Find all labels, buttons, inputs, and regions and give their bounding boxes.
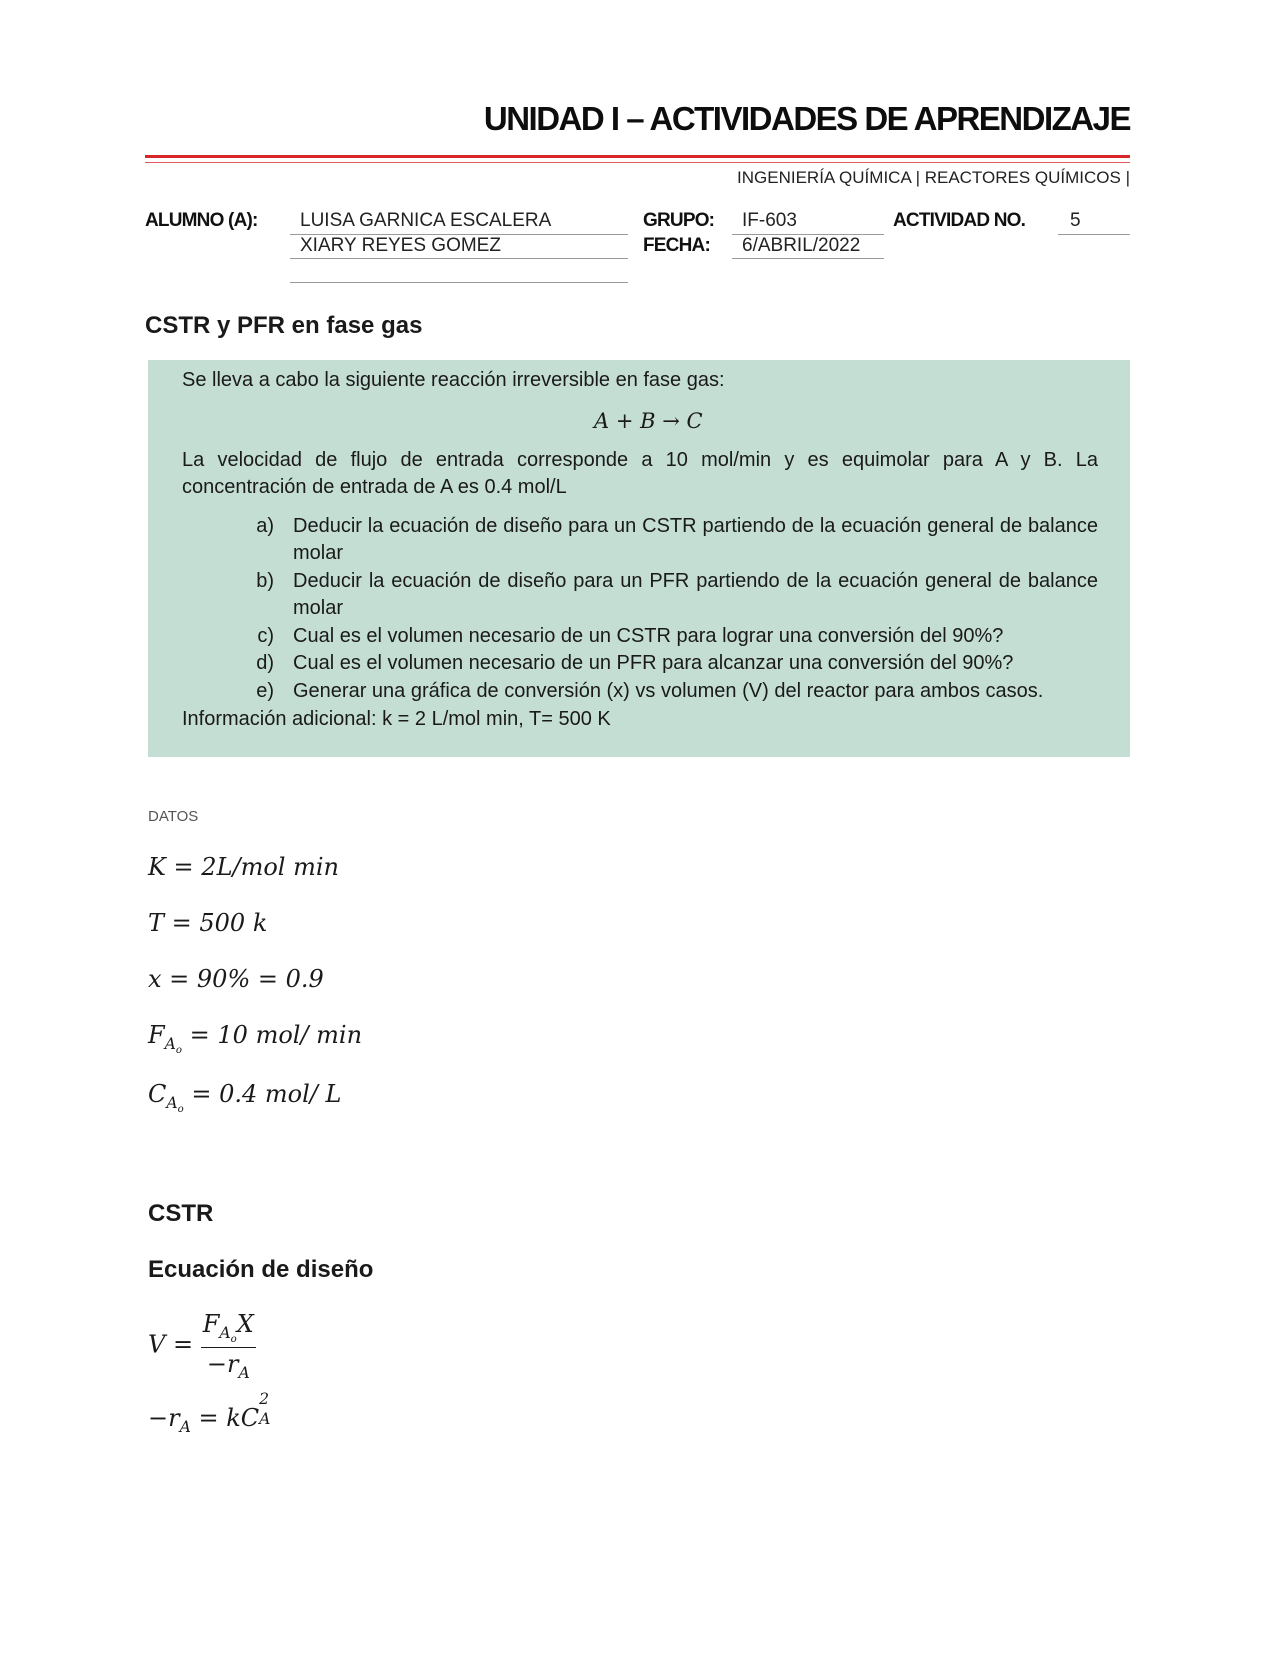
- item-c-letter: c): [257, 625, 274, 647]
- fraction-denominator: $-r_A$: [206, 1349, 250, 1382]
- problem-text-line-1: La velocidad de flujo de entrada corresponde a 10 mol/min y es equimolar para A y B. La: [182, 449, 1098, 471]
- additional-info: Información adicional: k = 2 L/mol min, T= 500 K: [182, 708, 611, 730]
- datos-label: DATOS: [148, 808, 199, 825]
- actividad-value: 5: [1070, 210, 1081, 231]
- design-equation-heading: Ecuación de diseño: [148, 1256, 374, 1283]
- fecha-label: FECHA:: [643, 235, 710, 256]
- design-equation-fraction: [201, 1310, 256, 1382]
- x-equation: x = 90% = 0.9: [148, 965, 324, 993]
- item-e-text: Generar una gráfica de conversión (x) vs volumen (V) del reactor para ambos casos.: [293, 680, 1044, 702]
- fraction-numerator: $F_{A_o}X$: [201, 1310, 256, 1348]
- grupo-label: GRUPO:: [643, 210, 715, 231]
- k-equation: K = 2L/mol min: [148, 853, 339, 881]
- grupo-value: IF-603: [742, 210, 797, 231]
- cao-equation: $C_{A_o} = 0.4$ mol/ L: [148, 1080, 342, 1115]
- alumno-underline-3: [290, 282, 628, 283]
- alumno-name-1: LUISA GARNICA ESCALERA: [300, 210, 552, 231]
- problem-intro: Se lleva a cabo la siguiente reacción irreversible en fase gas:: [182, 369, 725, 391]
- design-equation: [148, 1310, 256, 1382]
- item-a-text: Deducir la ecuación de diseño para un CSTR partiendo de la ecuación general de balance: [293, 515, 1098, 537]
- item-d-text: Cual es el volumen necesario de un PFR para alcanzar una conversión del 90%?: [293, 652, 1014, 674]
- alumno-underline-2: [290, 258, 628, 259]
- design-equation-lhs: V =: [148, 1330, 194, 1359]
- item-b-text: Deducir la ecuación de diseño para un PFR partiendo de la ecuación general de balance: [293, 570, 1098, 592]
- subject-line: INGENIERÍA QUÍMICA | REACTORES QUÍMICOS |: [737, 168, 1130, 187]
- reaction-equation: A + B → C: [594, 409, 703, 433]
- alumno-name-2: XIARY REYES GOMEZ: [300, 235, 501, 256]
- item-c-text: Cual es el volumen necesario de un CSTR para lograr una conversión del 90%?: [293, 625, 1004, 647]
- header-divider-thin: [145, 162, 1130, 163]
- fecha-value: 6/ABRIL/2022: [742, 235, 861, 256]
- alumno-label: ALUMNO (A):: [145, 210, 258, 231]
- item-b-letter: b): [256, 570, 274, 592]
- actividad-label: ACTIVIDAD NO.: [893, 210, 1026, 231]
- item-b-text-cont: molar: [293, 597, 344, 619]
- fao-equation: $F_{A_o} = 10$ mol/ min: [148, 1021, 363, 1056]
- item-d-letter: d): [256, 652, 274, 674]
- fecha-underline: [732, 258, 884, 259]
- item-e-letter: e): [256, 680, 274, 702]
- header-divider: [145, 155, 1130, 158]
- rate-law-equation: $-r_A$ = kC 2 A: [148, 1390, 271, 1436]
- item-a-text-cont: molar: [293, 542, 344, 564]
- cstr-heading: CSTR: [148, 1200, 214, 1227]
- problem-text-line-2: concentración de entrada de A es 0.4 mol/L: [182, 476, 567, 498]
- t-equation: T = 500 k: [148, 909, 268, 937]
- section-title: CSTR y PFR en fase gas: [145, 312, 423, 339]
- page-title: UNIDAD I – ACTIVIDADES DE APRENDIZAJE: [483, 100, 1130, 137]
- item-a-letter: a): [256, 515, 274, 537]
- actividad-underline: [1058, 234, 1130, 235]
